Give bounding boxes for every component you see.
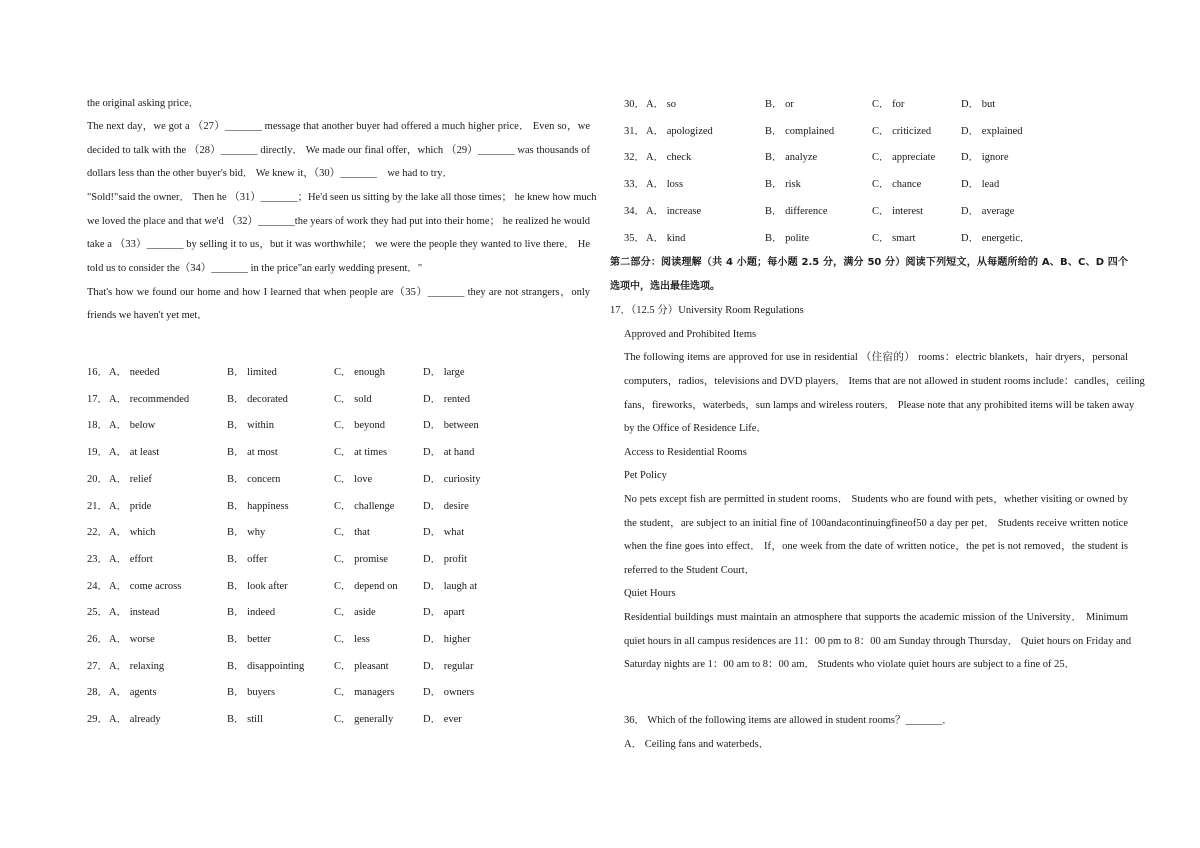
- option-row: [87, 713, 590, 727]
- option-row: [87, 633, 590, 647]
- option-b: B． within: [227, 420, 274, 432]
- question-36: 36． Which of the following items are allowed in student rooms？_______．: [624, 715, 953, 726]
- passage-line: The next day，we got a （27）_______ message that another buyer had offered a much higher price． Even so，we: [87, 121, 590, 132]
- option-row: [87, 446, 590, 460]
- option-c: C． enough: [334, 367, 386, 378]
- option-a: A． agents: [109, 687, 157, 699]
- option-row: [610, 151, 1128, 165]
- question-number: 20．: [87, 473, 108, 485]
- option-c: C． smart: [872, 232, 916, 244]
- question-number: 32．: [624, 152, 645, 164]
- option-a: A． so: [646, 99, 677, 110]
- option-a: A． recommended: [109, 393, 190, 405]
- option-a: A． pride: [109, 500, 152, 512]
- question-number: 25．: [87, 607, 108, 619]
- option-a: A． increase: [646, 205, 702, 217]
- option-row: [87, 553, 590, 567]
- option-b: B． better: [227, 634, 272, 645]
- option-a: A． at least: [109, 447, 160, 459]
- option-b: B． still: [227, 714, 263, 726]
- option-c: C． promise: [334, 553, 388, 565]
- option-c: C． interest: [872, 205, 924, 217]
- option-row: [87, 606, 590, 620]
- paragraph-line: referred to the Student Court．: [624, 565, 756, 576]
- option-a: A． below: [109, 420, 156, 432]
- question-number: 16．: [87, 367, 108, 378]
- option-row: [610, 125, 1128, 139]
- option-d: D． but: [961, 99, 996, 110]
- option-a: A． needed: [109, 367, 160, 378]
- subtitle: Quiet Hours: [624, 588, 676, 599]
- option-row: [610, 178, 1128, 192]
- option-a: A． relief: [109, 473, 152, 485]
- option-c: C． pleasant: [334, 660, 389, 672]
- option-c: C． beyond: [334, 420, 386, 432]
- question-number: 23．: [87, 553, 108, 565]
- option-d: D． between: [423, 420, 479, 432]
- option-d: D． higher: [423, 634, 471, 645]
- passage-line: we loved the place and that we'd （32）_______the years of work they had put into their home； he realized he would: [87, 216, 590, 227]
- option-b: B． buyers: [227, 687, 276, 699]
- paragraph-line: Saturday nights are 1：00 am to 8：00 am． Students who violate quiet hours are subject to a fine of 25．: [624, 659, 1076, 670]
- paragraph-line: The following items are approved for use in residential （住宿的） rooms：electric blankets，hair dryers，personal: [624, 352, 1128, 363]
- question-number: 19．: [87, 447, 108, 459]
- option-a: A． come across: [109, 580, 182, 592]
- option-c: C． love: [334, 473, 373, 485]
- option-c: C． managers: [334, 687, 395, 699]
- option-b: B． or: [765, 99, 794, 110]
- option-row: [610, 205, 1128, 219]
- option-d: D． profit: [423, 553, 468, 565]
- question-number: 21．: [87, 500, 108, 512]
- option-c: C． sold: [334, 393, 372, 405]
- option-d: D． explained: [961, 125, 1023, 137]
- option-d: D． ever: [423, 714, 462, 726]
- passage-line: dollars less than the other buyer's bid． We knew it，（30）_______ we had to try．: [87, 168, 453, 179]
- option-c: C． for: [872, 99, 905, 110]
- question-number: 27．: [87, 660, 108, 672]
- option-row: [87, 366, 590, 380]
- option-b: B． at most: [227, 447, 278, 459]
- option-row: [610, 98, 1128, 112]
- paragraph-line: the student，are subject to an initial fine of 100andacontinuingfineof50 a day per pet． Students receive written notice: [624, 518, 1128, 529]
- option-d: D． desire: [423, 500, 469, 512]
- passage-line: the original asking price．: [87, 98, 200, 109]
- option-b: B． difference: [765, 205, 828, 217]
- option-row: [87, 580, 590, 594]
- subtitle: Approved and Prohibited Items: [624, 329, 757, 340]
- question-title: 17．（12.5 分）University Room Regulations: [610, 305, 804, 316]
- option-d: D． rented: [423, 393, 470, 405]
- option-b: B． polite: [765, 232, 810, 244]
- option-a: A． check: [646, 152, 692, 164]
- section-header: 选项中，选出最佳选项。: [610, 281, 720, 292]
- question-number: 24．: [87, 580, 108, 592]
- question-number: 29．: [87, 714, 108, 726]
- paragraph-line: Residential buildings must maintain an atmosphere that supports the academic mission of the University． Minimum: [624, 612, 1128, 623]
- option-a: A． already: [109, 714, 161, 726]
- option-a: A． loss: [646, 179, 684, 191]
- option-c: C． appreciate: [872, 152, 936, 164]
- option-a: A． which: [109, 527, 156, 539]
- question-number: 28．: [87, 687, 108, 699]
- option-c: C． generally: [334, 714, 394, 726]
- option-row: [87, 526, 590, 540]
- option-row: [87, 473, 590, 487]
- option-a: A． worse: [109, 634, 155, 645]
- option-row: [87, 500, 590, 514]
- paragraph-line: when the fine goes into effect． If，one week from the date of written notice，the pet is not removed，the student is: [624, 541, 1128, 552]
- option-a: A． kind: [646, 232, 686, 244]
- option-b: B． complained: [765, 125, 835, 137]
- question-number: 31．: [624, 125, 645, 137]
- question-number: 35．: [624, 232, 645, 244]
- option-row: [87, 660, 590, 674]
- option-d: D． average: [961, 205, 1015, 217]
- option-b: B． concern: [227, 473, 281, 485]
- option-b: B． decorated: [227, 393, 288, 405]
- option-d: D． lead: [961, 179, 1000, 191]
- option-b: B． disappointing: [227, 660, 305, 672]
- option-b: B． happiness: [227, 500, 289, 512]
- option-row: [87, 393, 590, 407]
- question-number: 30．: [624, 99, 645, 110]
- option-d: D． regular: [423, 660, 474, 672]
- option-b: B． look after: [227, 580, 288, 592]
- option-c: C． that: [334, 527, 370, 539]
- subtitle: Pet Policy: [624, 470, 667, 481]
- option-c: C． less: [334, 634, 370, 645]
- option-row: [610, 232, 1128, 246]
- passage-line: That's how we found our home and how I learned that when people are（35）_______ they are not strangers，only: [87, 287, 590, 298]
- option-d: D． at hand: [423, 447, 475, 459]
- option-b: B． risk: [765, 179, 801, 191]
- option-a: A． relaxing: [109, 660, 165, 672]
- option-d: D． owners: [423, 687, 475, 699]
- option-d: D． large: [423, 367, 465, 378]
- passage-line: friends we haven't yet met．: [87, 310, 208, 321]
- paragraph-line: quiet hours in all campus residences are 11：00 pm to 8：00 am Sunday through Thursday． Quiet hours on Friday and: [624, 636, 1132, 647]
- option-d: D． curiosity: [423, 473, 481, 485]
- option-36a: A． Ceiling fans and waterbeds．: [624, 739, 770, 750]
- option-b: B． indeed: [227, 607, 276, 619]
- option-a: A． instead: [109, 607, 160, 619]
- option-c: C． criticized: [872, 125, 932, 137]
- option-d: D． what: [423, 527, 465, 539]
- option-c: C． depend on: [334, 580, 398, 592]
- option-b: B． why: [227, 527, 266, 539]
- option-d: D． apart: [423, 607, 465, 619]
- passage-line: "Sold!"said the owner． Then he （31）_______；He'd seen us sitting by the lake all those times； he knew how much: [87, 192, 597, 203]
- paragraph-line: by the Office of Residence Life．: [624, 423, 767, 434]
- passage-line: decided to talk with the （28）_______ directly． We made our final offer，which （29）_______ was thousands of: [87, 145, 590, 156]
- subtitle: Access to Residential Rooms: [624, 447, 747, 458]
- paragraph-line: No pets except fish are permitted in student rooms． Students who are found with pets，whether visiting or owned by: [624, 494, 1128, 505]
- option-d: D． energetic．: [961, 232, 1031, 244]
- option-b: B． offer: [227, 553, 268, 565]
- option-a: A． effort: [109, 553, 153, 565]
- option-a: A． apologized: [646, 125, 713, 137]
- option-b: B． analyze: [765, 152, 818, 164]
- question-number: 33．: [624, 179, 645, 191]
- option-row: [87, 686, 590, 700]
- option-c: C． chance: [872, 179, 922, 191]
- option-c: C． challenge: [334, 500, 395, 512]
- passage-line: told us to consider the（34）_______ in the price"an early wedding present．": [87, 263, 423, 274]
- option-d: D． laugh at: [423, 580, 478, 592]
- passage-line: take a （33）_______ by selling it to us，but it was worthwhile； we were the people they wanted to live there． He: [87, 239, 590, 250]
- question-number: 34．: [624, 205, 645, 217]
- paragraph-line: computers，radios，televisions and DVD players． Items that are not allowed in student rooms include：candles，ceiling: [624, 376, 1145, 387]
- option-row: [87, 419, 590, 433]
- option-b: B． limited: [227, 367, 277, 378]
- section-header: 第二部分：阅读理解（共 4 小题；每小题 2.5 分，满分 50 分）阅读下列短文，从每题所给的 A、B、C、D 四个: [610, 257, 1128, 268]
- question-number: 17．: [87, 393, 108, 405]
- option-c: C． at times: [334, 447, 388, 459]
- question-number: 18．: [87, 420, 108, 432]
- option-c: C． aside: [334, 607, 376, 619]
- paragraph-line: fans，fireworks，waterbeds，sun lamps and wireless routers． Please note that any prohibited items will be taken away: [624, 400, 1135, 411]
- question-number: 22．: [87, 527, 108, 539]
- option-d: D． ignore: [961, 152, 1009, 164]
- question-number: 26．: [87, 634, 108, 645]
